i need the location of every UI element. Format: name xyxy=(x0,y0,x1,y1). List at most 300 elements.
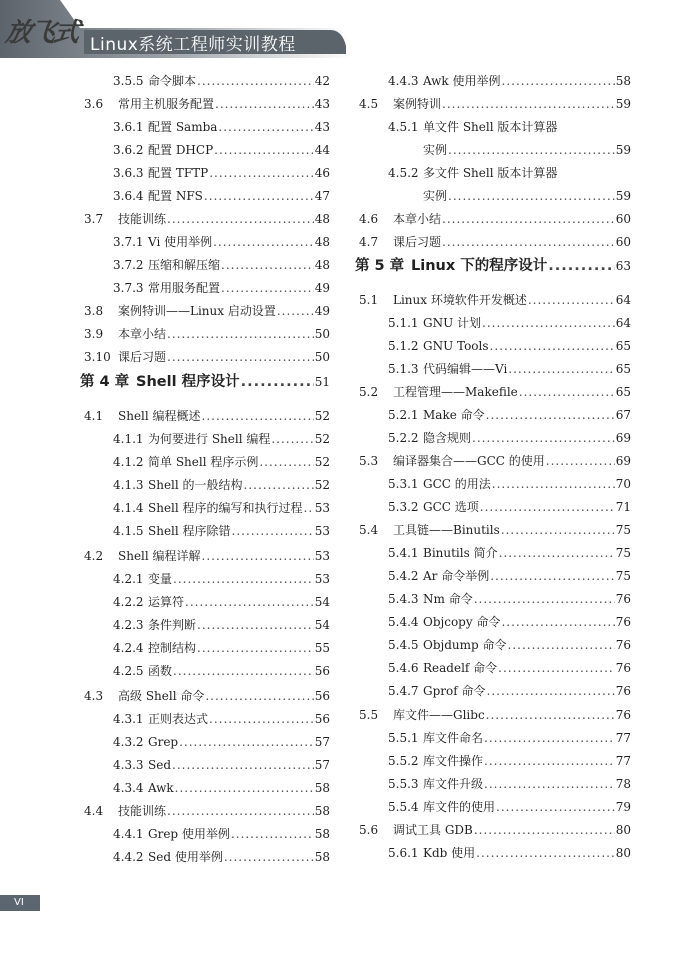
toc-entry-page: 56 xyxy=(314,664,330,678)
toc-chapter-entry[interactable] xyxy=(80,372,330,392)
toc-entry-title: Linux 下的程序设计 xyxy=(411,258,548,274)
toc-entry-title: 简单 Shell 程序示例 xyxy=(148,455,259,469)
toc-entry[interactable] xyxy=(355,799,631,815)
toc-entry-page: 48 xyxy=(314,258,330,272)
toc-entry[interactable] xyxy=(80,280,330,296)
toc-entry-title: Grep xyxy=(148,735,179,749)
toc-entry[interactable] xyxy=(355,545,631,561)
toc-leader-dots xyxy=(448,142,615,158)
toc-entry-page: 58 xyxy=(314,781,330,795)
toc-chapter-entry[interactable] xyxy=(355,256,631,276)
toc-entry-number: 5.4.5 xyxy=(388,638,419,652)
toc-entry[interactable] xyxy=(355,522,631,538)
toc-entry-title: 多文件 Shell 版本计算器 xyxy=(423,166,558,180)
toc-entry-title: 库文件操作 xyxy=(423,754,484,768)
toc-entry[interactable] xyxy=(80,688,330,704)
toc-entry-page: 53 xyxy=(314,501,330,515)
series-title: Linux系统工程师实训教程 xyxy=(90,35,296,55)
toc-entry-number: 3.6.2 xyxy=(113,143,144,157)
toc-entry-page: 47 xyxy=(314,189,330,203)
toc-entry-page: 58 xyxy=(314,850,330,864)
toc-entry-title: 课后习题 xyxy=(393,235,442,249)
toc-leader-dots xyxy=(546,453,615,469)
toc-entry[interactable] xyxy=(355,384,631,400)
toc-entry-page: 70 xyxy=(615,477,631,491)
toc-entry[interactable] xyxy=(80,211,330,227)
toc-entry-page: 46 xyxy=(314,166,330,180)
toc-entry-number: 3.7.2 xyxy=(113,258,144,272)
toc-entry[interactable] xyxy=(80,119,330,135)
toc-entry-title: 库文件的使用 xyxy=(423,800,496,814)
toc-entry-number: 4.1.3 xyxy=(113,478,144,492)
toc-entry-page: 51 xyxy=(314,375,330,389)
toc-entry-page: 53 xyxy=(314,572,330,586)
toc-entry[interactable] xyxy=(355,361,631,377)
toc-leader-dots xyxy=(215,96,314,112)
toc-entry[interactable] xyxy=(80,594,330,610)
toc-entry-number: 4.1.2 xyxy=(113,455,144,469)
toc-entry-title: 本章小结 xyxy=(118,327,167,341)
toc-entry-page: 76 xyxy=(615,708,631,722)
toc-entry-title: Linux 环境软件开发概述 xyxy=(393,293,527,307)
toc-entry-number: 5.1.3 xyxy=(388,362,419,376)
toc-leader-dots xyxy=(204,188,314,204)
toc-entry[interactable] xyxy=(80,663,330,679)
toc-entry-title: 技能训练 xyxy=(118,804,167,818)
toc-entry-title: 控制结构 xyxy=(148,641,197,655)
toc-leader-dots xyxy=(209,711,314,727)
toc-entry-title: 技能训练 xyxy=(118,212,167,226)
toc-entry[interactable] xyxy=(80,780,330,796)
toc-entry-title: Objcopy 命令 xyxy=(423,615,501,629)
toc-entry[interactable] xyxy=(355,73,631,89)
toc-entry-number: 5.4 xyxy=(359,523,379,537)
toc-entry-number: 第 5 章 xyxy=(355,258,405,274)
toc-leader-dots xyxy=(304,500,314,516)
toc-entry-page: 56 xyxy=(314,712,330,726)
toc-entry[interactable] xyxy=(80,500,330,516)
toc-entry[interactable] xyxy=(355,407,631,423)
toc-entry[interactable] xyxy=(80,523,330,539)
toc-entry-number: 4.5.1 xyxy=(388,120,419,134)
toc-leader-dots xyxy=(474,591,615,607)
toc-leader-dots xyxy=(499,545,615,561)
toc-entry[interactable] xyxy=(80,803,330,819)
toc-entry[interactable] xyxy=(355,292,631,308)
toc-entry-number: 3.5.5 xyxy=(113,74,144,88)
toc-entry-number: 5.4.1 xyxy=(388,546,419,560)
toc-leader-dots xyxy=(501,522,615,538)
toc-leader-dots xyxy=(492,476,615,492)
toc-leader-dots xyxy=(508,637,615,653)
toc-entry-page: 63 xyxy=(615,259,631,273)
toc-entry-title: Sed 使用举例 xyxy=(148,850,223,864)
toc-leader-dots xyxy=(185,594,314,610)
toc-entry-number: 5.3.1 xyxy=(388,477,419,491)
toc-entry[interactable] xyxy=(355,96,631,112)
toc-entry-number: 4.5 xyxy=(359,97,379,111)
toc-entry-number: 4.1 xyxy=(84,409,104,423)
toc-leader-dots xyxy=(476,845,615,861)
toc-entry-number: 4.1.1 xyxy=(113,432,144,446)
toc-entry-page: 76 xyxy=(615,638,631,652)
toc-leader-dots xyxy=(221,280,314,296)
toc-entry-page: 59 xyxy=(615,143,631,157)
toc-entry-number: 5.2.2 xyxy=(388,431,419,445)
toc-entry-page: 65 xyxy=(615,339,631,353)
toc-entry-title: 调试工具 GDB xyxy=(393,823,473,837)
toc-entry-page: 76 xyxy=(615,615,631,629)
toc-entry[interactable] xyxy=(80,257,330,273)
toc-leader-dots xyxy=(482,315,615,331)
toc-entry-number: 5.4.3 xyxy=(388,592,419,606)
toc-entry-number: 4.4.2 xyxy=(113,850,144,864)
toc-leader-dots xyxy=(502,73,615,89)
toc-leader-dots xyxy=(167,803,314,819)
toc-entry-number: 3.7 xyxy=(84,212,104,226)
toc-entry[interactable] xyxy=(80,640,330,656)
toc-entry[interactable] xyxy=(355,568,631,584)
toc-entry[interactable] xyxy=(80,408,330,424)
toc-entry-number: 3.9 xyxy=(84,327,104,341)
toc-entry-number: 4.2.5 xyxy=(113,664,144,678)
toc-entry-title: Shell 编程概述 xyxy=(118,409,201,423)
toc-entry[interactable] xyxy=(80,188,330,204)
toc-entry-number: 5.5.2 xyxy=(388,754,419,768)
toc-entry-page: 79 xyxy=(615,800,631,814)
toc-entry[interactable] xyxy=(355,476,631,492)
toc-entry-number: 5.5 xyxy=(359,708,379,722)
toc-entry[interactable] xyxy=(355,142,631,158)
toc-entry[interactable] xyxy=(355,845,631,861)
toc-entry[interactable] xyxy=(80,303,330,319)
toc-leader-dots xyxy=(197,640,314,656)
toc-leader-dots xyxy=(442,96,615,112)
toc-leader-dots xyxy=(175,780,314,796)
toc-entry-page: 58 xyxy=(314,804,330,818)
toc-entry-title: 常用主机服务配置 xyxy=(118,97,215,111)
toc-entry-number: 4.3.3 xyxy=(113,758,144,772)
toc-leader-dots xyxy=(486,407,615,423)
toc-entry-title: Make 命令 xyxy=(423,408,485,422)
toc-leader-dots xyxy=(197,73,314,89)
toc-leader-dots xyxy=(173,571,314,587)
toc-entry-page: 48 xyxy=(314,235,330,249)
toc-leader-dots xyxy=(167,349,314,365)
toc-entry-title: Sed xyxy=(148,758,172,772)
toc-entry-number: 第 4 章 xyxy=(80,374,130,390)
toc-entry-title: 本章小结 xyxy=(393,212,442,226)
toc-leader-dots xyxy=(224,849,314,865)
toc-leader-dots xyxy=(448,188,615,204)
toc-leader-dots xyxy=(474,822,615,838)
toc-entry-number: 4.4.3 xyxy=(388,74,419,88)
toc-entry-number: 3.10 xyxy=(84,350,111,364)
toc-leader-dots xyxy=(205,688,313,704)
toc-entry-title: 案例特训 xyxy=(393,97,442,111)
toc-leader-dots xyxy=(472,430,615,446)
toc-leader-dots xyxy=(218,119,313,135)
toc-entry-title: Shell 的一般结构 xyxy=(148,478,243,492)
toc-entry-page: 77 xyxy=(615,731,631,745)
toc-entry-title: GNU Tools xyxy=(423,339,489,353)
toc-entry[interactable] xyxy=(355,165,631,181)
toc-entry-page: 75 xyxy=(615,523,631,537)
toc-entry-page: 52 xyxy=(314,455,330,469)
toc-entry-page: 76 xyxy=(615,592,631,606)
toc-entry-page: 55 xyxy=(314,641,330,655)
toc-entry-page: 49 xyxy=(314,281,330,295)
toc-entry-title: Kdb 使用 xyxy=(423,846,476,860)
toc-entry[interactable] xyxy=(80,165,330,181)
toc-entry-number: 4.2.1 xyxy=(113,572,144,586)
toc-entry-page: 43 xyxy=(314,97,330,111)
toc-entry-title: 高级 Shell 命令 xyxy=(118,689,205,703)
toc-entry[interactable] xyxy=(355,211,631,227)
toc-entry-title: 配置 DHCP xyxy=(148,143,214,157)
page-header xyxy=(0,0,696,64)
toc-entry-number: 4.6 xyxy=(359,212,379,226)
toc-entry-number: 5.5.4 xyxy=(388,800,419,814)
toc-leader-dots xyxy=(487,683,615,699)
toc-entry-title: 编译器集合——GCC 的使用 xyxy=(393,454,545,468)
toc-entry-number: 4.5.2 xyxy=(388,166,419,180)
toc-entry-page: 64 xyxy=(615,316,631,330)
toc-entry-page: 64 xyxy=(615,293,631,307)
toc-entry-title: Ar 命令举例 xyxy=(423,569,490,583)
toc-entry-page: 69 xyxy=(615,454,631,468)
toc-leader-dots xyxy=(277,303,314,319)
toc-entry-number: 4.3.2 xyxy=(113,735,144,749)
toc-leader-dots xyxy=(442,234,615,250)
toc-entry-number: 3.7.3 xyxy=(113,281,144,295)
toc-entry[interactable] xyxy=(80,548,330,564)
toc-entry[interactable] xyxy=(80,73,330,89)
toc-entry-number: 5.1 xyxy=(359,293,379,307)
toc-leader-dots xyxy=(197,617,314,633)
toc-entry[interactable] xyxy=(80,142,330,158)
toc-entry-page: 50 xyxy=(314,327,330,341)
toc-entry-title: 实例 xyxy=(423,189,448,203)
toc-entry-number: 4.1.5 xyxy=(113,524,144,538)
toc-leader-dots xyxy=(508,361,614,377)
toc-entry[interactable] xyxy=(80,454,330,470)
toc-leader-dots xyxy=(244,477,314,493)
toc-entry[interactable] xyxy=(80,431,330,447)
toc-entry[interactable] xyxy=(355,776,631,792)
toc-entry-title: Binutils 简介 xyxy=(423,546,498,560)
toc-entry[interactable] xyxy=(355,338,631,354)
toc-entry[interactable] xyxy=(80,826,330,842)
toc-entry[interactable] xyxy=(355,822,631,838)
toc-entry-page: 53 xyxy=(314,549,330,563)
toc-leader-dots xyxy=(490,568,615,584)
toc-entry-number: 3.6.4 xyxy=(113,189,144,203)
toc-leader-dots xyxy=(209,165,313,181)
toc-leader-dots xyxy=(501,614,614,630)
toc-entry-title: Awk xyxy=(148,781,174,795)
toc-entry-title: Shell 程序的编写和执行过程 xyxy=(148,501,303,515)
toc-entry-number: 4.1.4 xyxy=(113,501,144,515)
toc-entry-page: 53 xyxy=(314,524,330,538)
toc-entry-number: 5.6 xyxy=(359,823,379,837)
toc-entry[interactable] xyxy=(355,637,631,653)
toc-entry[interactable] xyxy=(80,849,330,865)
toc-entry-number: 5.3 xyxy=(359,454,379,468)
toc-entry-number: 5.4.4 xyxy=(388,615,419,629)
toc-entry-title: GCC 选项 xyxy=(423,500,479,514)
toc-entry[interactable] xyxy=(355,234,631,250)
toc-entry[interactable] xyxy=(80,711,330,727)
toc-entry-page: 65 xyxy=(615,362,631,376)
toc-entry-page: 58 xyxy=(314,827,330,841)
toc-entry-title: 为何要进行 Shell 编程 xyxy=(148,432,271,446)
toc-entry[interactable] xyxy=(355,188,631,204)
toc-leader-dots xyxy=(167,326,314,342)
toc-entry[interactable] xyxy=(80,349,330,365)
toc-entry-number: 5.1.1 xyxy=(388,316,419,330)
toc-entry-title: 隐含规则 xyxy=(423,431,472,445)
toc-entry-page: 69 xyxy=(615,431,631,445)
toc-entry-title: 工具链——Binutils xyxy=(393,523,500,537)
toc-leader-dots xyxy=(484,753,615,769)
toc-entry-page: 65 xyxy=(615,385,631,399)
toc-entry-number: 5.5.3 xyxy=(388,777,419,791)
toc-leader-dots xyxy=(241,372,314,392)
toc-entry-number: 3.8 xyxy=(84,304,104,318)
toc-entry-page: 42 xyxy=(314,74,330,88)
toc-entry-number: 4.4.1 xyxy=(113,827,144,841)
toc-leader-dots xyxy=(498,660,615,676)
toc-entry-page: 60 xyxy=(615,235,631,249)
toc-leader-dots xyxy=(167,211,314,227)
toc-leader-dots xyxy=(484,776,615,792)
toc-leader-dots xyxy=(202,408,314,424)
toc-entry-number: 4.2.4 xyxy=(113,641,144,655)
toc-entry-number: 4.2 xyxy=(84,549,104,563)
toc-entry-number: 5.6.1 xyxy=(388,846,419,860)
toc-leader-dots xyxy=(213,234,314,250)
toc-entry-page: 48 xyxy=(314,212,330,226)
toc-entry-number: 4.4 xyxy=(84,804,104,818)
toc-entry-title: 常用服务配置 xyxy=(148,281,221,295)
toc-entry-title: 命令脚本 xyxy=(148,74,197,88)
toc-entry-page: 52 xyxy=(314,409,330,423)
toc-entry-page: 75 xyxy=(615,546,631,560)
toc-entry-number: 4.3.4 xyxy=(113,781,144,795)
toc-entry[interactable] xyxy=(355,753,631,769)
toc-entry-title: 运算符 xyxy=(148,595,185,609)
toc-entry-page: 78 xyxy=(615,777,631,791)
toc-entry-page: 57 xyxy=(314,735,330,749)
toc-entry-page: 44 xyxy=(314,143,330,157)
toc-entry-page: 52 xyxy=(314,478,330,492)
toc-entry[interactable] xyxy=(80,234,330,250)
toc-entry-number: 5.4.2 xyxy=(388,569,419,583)
toc-entry[interactable] xyxy=(80,477,330,493)
toc-entry-title: 单文件 Shell 版本计算器 xyxy=(423,120,558,134)
toc-entry-title: Grep 使用举例 xyxy=(148,827,230,841)
toc-leader-dots xyxy=(528,292,615,308)
toc-entry-title: Shell 编程详解 xyxy=(118,549,201,563)
toc-entry-page: 54 xyxy=(314,618,330,632)
toc-entry-title: Readelf 命令 xyxy=(423,661,498,675)
toc-entry-title: Gprof 命令 xyxy=(423,684,486,698)
toc-entry[interactable] xyxy=(355,730,631,746)
toc-leader-dots xyxy=(496,799,615,815)
toc-leader-dots xyxy=(214,142,314,158)
toc-entry[interactable] xyxy=(355,591,631,607)
toc-entry-number: 4.7 xyxy=(359,235,379,249)
toc-entry-number: 5.2 xyxy=(359,385,379,399)
toc-entry-page: 75 xyxy=(615,569,631,583)
toc-entry-number: 5.5.1 xyxy=(388,731,419,745)
toc-entry[interactable] xyxy=(355,707,631,723)
toc-entry-page: 59 xyxy=(615,97,631,111)
toc-entry[interactable] xyxy=(80,734,330,750)
toc-entry[interactable] xyxy=(80,326,330,342)
toc-entry-title: 课后习题 xyxy=(118,350,167,364)
toc-entry-title: Shell 程序设计 xyxy=(136,374,240,390)
toc-entry-number: 5.4.6 xyxy=(388,661,419,675)
toc-entry-title: GNU 计划 xyxy=(423,316,482,330)
toc-entry-title: Awk 使用举例 xyxy=(423,74,501,88)
toc-entry[interactable] xyxy=(355,453,631,469)
toc-entry-page: 80 xyxy=(615,823,631,837)
toc-entry-number: 3.6 xyxy=(84,97,104,111)
toc-entry-page: 56 xyxy=(314,689,330,703)
toc-entry-title: 工程管理——Makefile xyxy=(393,385,518,399)
toc-entry-page: 76 xyxy=(615,661,631,675)
toc-entry-page: 43 xyxy=(314,120,330,134)
toc-entry-page: 57 xyxy=(314,758,330,772)
toc-entry-title: 压缩和解压缩 xyxy=(148,258,221,272)
toc-entry[interactable] xyxy=(355,660,631,676)
toc-leader-dots xyxy=(232,523,314,539)
toc-entry-page: 77 xyxy=(615,754,631,768)
toc-entry-number: 5.3.2 xyxy=(388,500,419,514)
toc-entry-title: Shell 程序除错 xyxy=(148,524,231,538)
toc-entry[interactable] xyxy=(80,96,330,112)
toc-entry-title: 实例 xyxy=(423,143,448,157)
toc-leader-dots xyxy=(484,730,615,746)
toc-entry-page: 76 xyxy=(615,684,631,698)
toc-entry[interactable] xyxy=(355,315,631,331)
toc-entry[interactable] xyxy=(355,683,631,699)
toc-entry-page: 80 xyxy=(615,846,631,860)
toc-entry[interactable] xyxy=(355,119,631,135)
toc-entry[interactable] xyxy=(355,614,631,630)
toc-entry[interactable] xyxy=(355,430,631,446)
toc-entry-number: 5.4.7 xyxy=(388,684,419,698)
toc-entry-number: 5.1.2 xyxy=(388,339,419,353)
toc-leader-dots xyxy=(442,211,615,227)
toc-entry[interactable] xyxy=(80,757,330,773)
toc-leader-dots xyxy=(548,256,614,276)
toc-entry[interactable] xyxy=(80,571,330,587)
toc-entry-number: 3.6.3 xyxy=(113,166,144,180)
toc-entry-number: 4.3.1 xyxy=(113,712,144,726)
toc-entry-title: Vi 使用举例 xyxy=(148,235,213,249)
toc-entry-number: 3.6.1 xyxy=(113,120,144,134)
toc-leader-dots xyxy=(231,826,314,842)
toc-entry-title: 库文件命名 xyxy=(423,731,484,745)
toc-entry[interactable] xyxy=(80,617,330,633)
toc-leader-dots xyxy=(271,431,313,447)
toc-entry[interactable] xyxy=(355,499,631,515)
toc-entry-title: 配置 TFTP xyxy=(148,166,209,180)
toc-entry-page: 71 xyxy=(615,500,631,514)
